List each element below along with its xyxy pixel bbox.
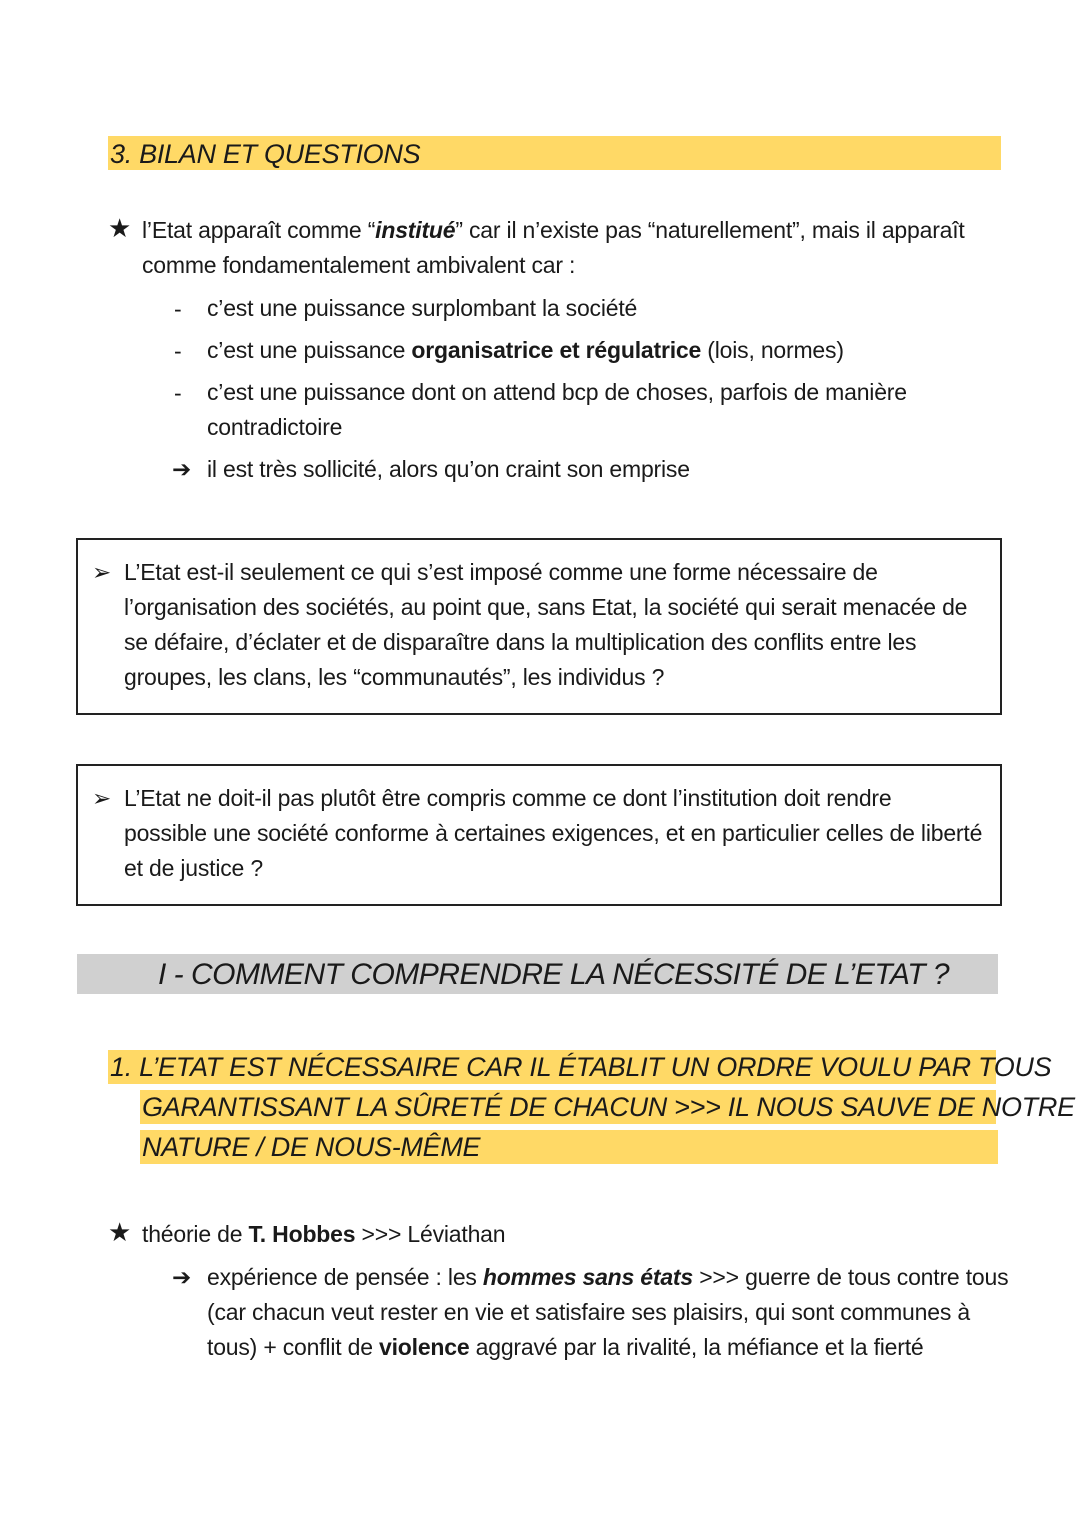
dash-bullet-2: - [174, 338, 182, 364]
star-text-line2: comme fondamentalement ambivalent car : [142, 252, 576, 278]
arrow-icon: ➔ [172, 1264, 192, 1290]
hobbes-exp-line2: (car chacun veut rester en vie et satisfaire ses plaisirs, qui sont communes à [207, 1299, 970, 1325]
sub-heading-line1: 1. L’ETAT EST NÉCESSAIRE CAR IL ÉTABLIT UN ORDRE VOULU PAR TOUS [110, 1052, 1052, 1082]
text-fragment: >>> Léviathan [355, 1221, 506, 1247]
section-heading: 3. BILAN ET QUESTIONS [110, 139, 421, 169]
part-heading: I - COMMENT COMPRENDRE LA NÉCESSITÉ DE L’ETAT ? [158, 958, 950, 991]
bold-organisatrice: organisatrice et régulatrice [411, 337, 702, 363]
bullet-3-line2: contradictoire [207, 414, 343, 440]
dash-bullet-1: - [174, 296, 182, 322]
bold-violence: violence [379, 1334, 470, 1360]
hobbes-exp-line3 [207, 1330, 924, 1365]
text-fragment: théorie de [142, 1221, 249, 1247]
text-fragment: tous) + conflit de [207, 1334, 379, 1360]
text-fragment: (lois, normes) [701, 337, 844, 363]
question-1-line4: groupes, les clans, les “communautés”, les individus ? [124, 664, 665, 690]
star-text-line1 [142, 213, 965, 248]
text-fragment: l’Etat apparaît comme “ [142, 217, 376, 243]
bullet-1: c’est une puissance surplombant la société [207, 295, 638, 321]
chevron-icon: ➢ [92, 559, 112, 585]
text-fragment: c’est une puissance [207, 337, 412, 363]
hobbes-line [142, 1217, 505, 1252]
star-icon: ★ [108, 1217, 132, 1247]
chevron-icon: ➢ [92, 785, 112, 811]
star-icon: ★ [108, 213, 132, 243]
sub-heading-line2: GARANTISSANT LA SÛRETÉ DE CHACUN >>> IL NOUS SAUVE DE NOTRE [142, 1092, 1075, 1122]
text-fragment: aggravé par la rivalité, la méfiance et la fierté [469, 1334, 924, 1360]
emphasis-hommes: hommes sans états [482, 1264, 693, 1290]
text-fragment: expérience de pensée : les [207, 1264, 483, 1290]
bold-hobbes: T. Hobbes [248, 1221, 356, 1247]
text-fragment: >>> guerre de tous contre tous [693, 1264, 1009, 1290]
question-2-line1: L’Etat ne doit-il pas plutôt être compris comme ce dont l’institution doit rendre [124, 785, 892, 811]
arrow-line: il est très sollicité, alors qu’on craint son emprise [207, 456, 690, 482]
question-2-line3: et de justice ? [124, 855, 263, 881]
question-1-line2: l’organisation des sociétés, au point que, sans Etat, la société qui serait menacée de [124, 594, 968, 620]
dash-bullet-3: - [174, 380, 182, 406]
question-1-line3: se défaire, d’éclater et de disparaître dans la multiplication des conflits entre les [124, 629, 917, 655]
sub-heading-line3: NATURE / DE NOUS-MÊME [142, 1132, 481, 1162]
text-fragment: ” car il n’existe pas “naturellement”, mais il apparaît [455, 217, 965, 243]
bullet-3-line1: c’est une puissance dont on attend bcp de choses, parfois de manière [207, 379, 907, 405]
bullet-2 [207, 333, 844, 368]
arrow-icon: ➔ [172, 456, 192, 482]
emphasis-institue: institué [375, 217, 456, 243]
question-2-line2: possible une société conforme à certaines exigences, et en particulier celles de liberté [124, 820, 983, 846]
question-1-line1: L’Etat est-il seulement ce qui s’est imposé comme une forme nécessaire de [124, 559, 878, 585]
hobbes-exp-line1 [207, 1260, 1008, 1295]
